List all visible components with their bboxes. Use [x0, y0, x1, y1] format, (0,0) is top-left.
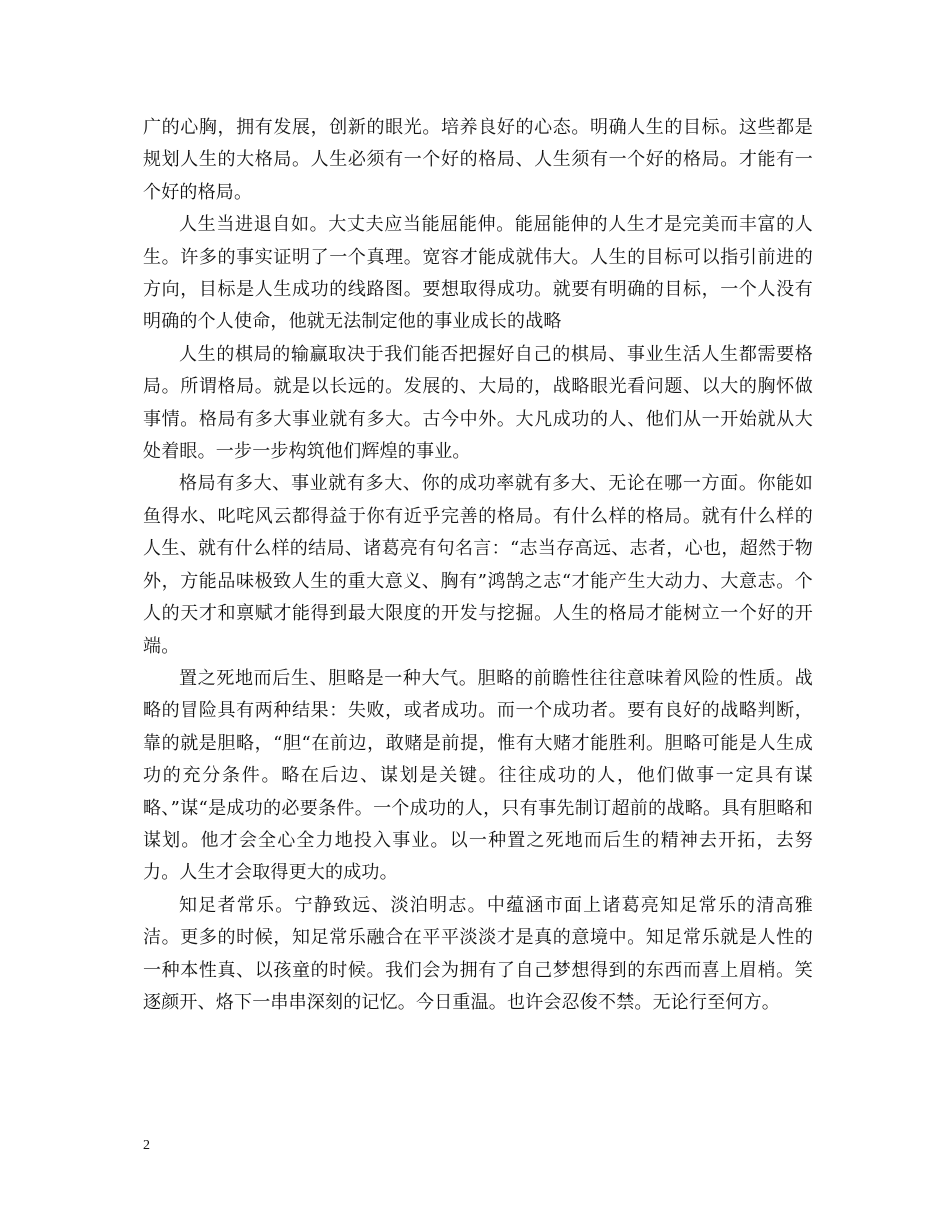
document-body	[143, 112, 813, 1019]
paragraph-5: 置之死地而后生、胆略是一种大气。胆略的前瞻性往往意味着风险的性质。战略的冒险具有两种结果：失败，或者成功。而一个成功者。要有良好的战略判断，靠的就是胆略，“胆“在前边，敢赌是前提，惟有大赌才能胜利。胆略可能是人生成功的充分条件。略在后边、谋划是关键。往往成功的人，他们做事一定具有谋略、”谋“是成功的必要条件。一个成功的人，只有事先制订超前的战略。具有胆略和谋划。他才会全心全力地投入事业。以一种置之死地而后生的精神去开拓，去努力。人生才会取得更大的成功。	[143, 667, 813, 884]
paragraph-3: 人生的棋局的输赢取决于我们能否把握好自己的棋局、事业生活人生都需要格局。所谓格局。就是以长远的。发展的、大局的，战略眼光看问题、以大的胸怀做事情。格局有多大事业就有多大。古今中外。大凡成功的人、他们从一开始就从大处着眼。一步一步构筑他们辉煌的事业。	[143, 343, 813, 463]
paragraph-1: 广的心胸，拥有发展，创新的眼光。培养良好的心态。明确人生的目标。这些都是规划人生的大格局。人生必须有一个好的格局、人生须有一个好的格局。才能有一个好的格局。	[143, 117, 813, 203]
paragraph-6: 知足者常乐。宁静致远、淡泊明志。中蕴涵市面上诸葛亮知足常乐的清高雅洁。更多的时候，知足常乐融合在平平淡淡才是真的意境中。知足常乐就是人性的一种本性真、以孩童的时候。我们会为拥有了自己梦想得到的东西而喜上眉梢。笑逐颜开、烙下一串串深刻的记忆。今日重温。也许会忍俊不禁。无论行至何方。	[143, 894, 813, 1013]
paragraph-4: 格局有多大、事业就有多大、你的成功率就有多大、无论在哪一方面。你能如鱼得水、叱咤风云都得益于你有近乎完善的格局。有什么样的格局。就有什么样的人生、就有什么样的结局、诸葛亮有句名言：“志当存高远、志者，心也，超然于物外，方能品味极致人生的重大意义、胸有”鸿鹄之志“才能产生大动力、大意志。个人的天才和禀赋才能得到最大限度的开发与挖掘。人生的格局才能树立一个好的开端。	[143, 473, 813, 657]
paragraph-2: 人生当进退自如。大丈夫应当能屈能伸。能屈能伸的人生才是完美而丰富的人生。许多的事实证明了一个真理。宽容才能成就伟大。人生的目标可以指引前进的方向，目标是人生成功的线路图。要想取得成功。就要有明确的目标，一个人没有明确的个人使命，他就无法制定他的事业成长的战略	[143, 214, 813, 333]
page-number: 2	[143, 1138, 150, 1153]
